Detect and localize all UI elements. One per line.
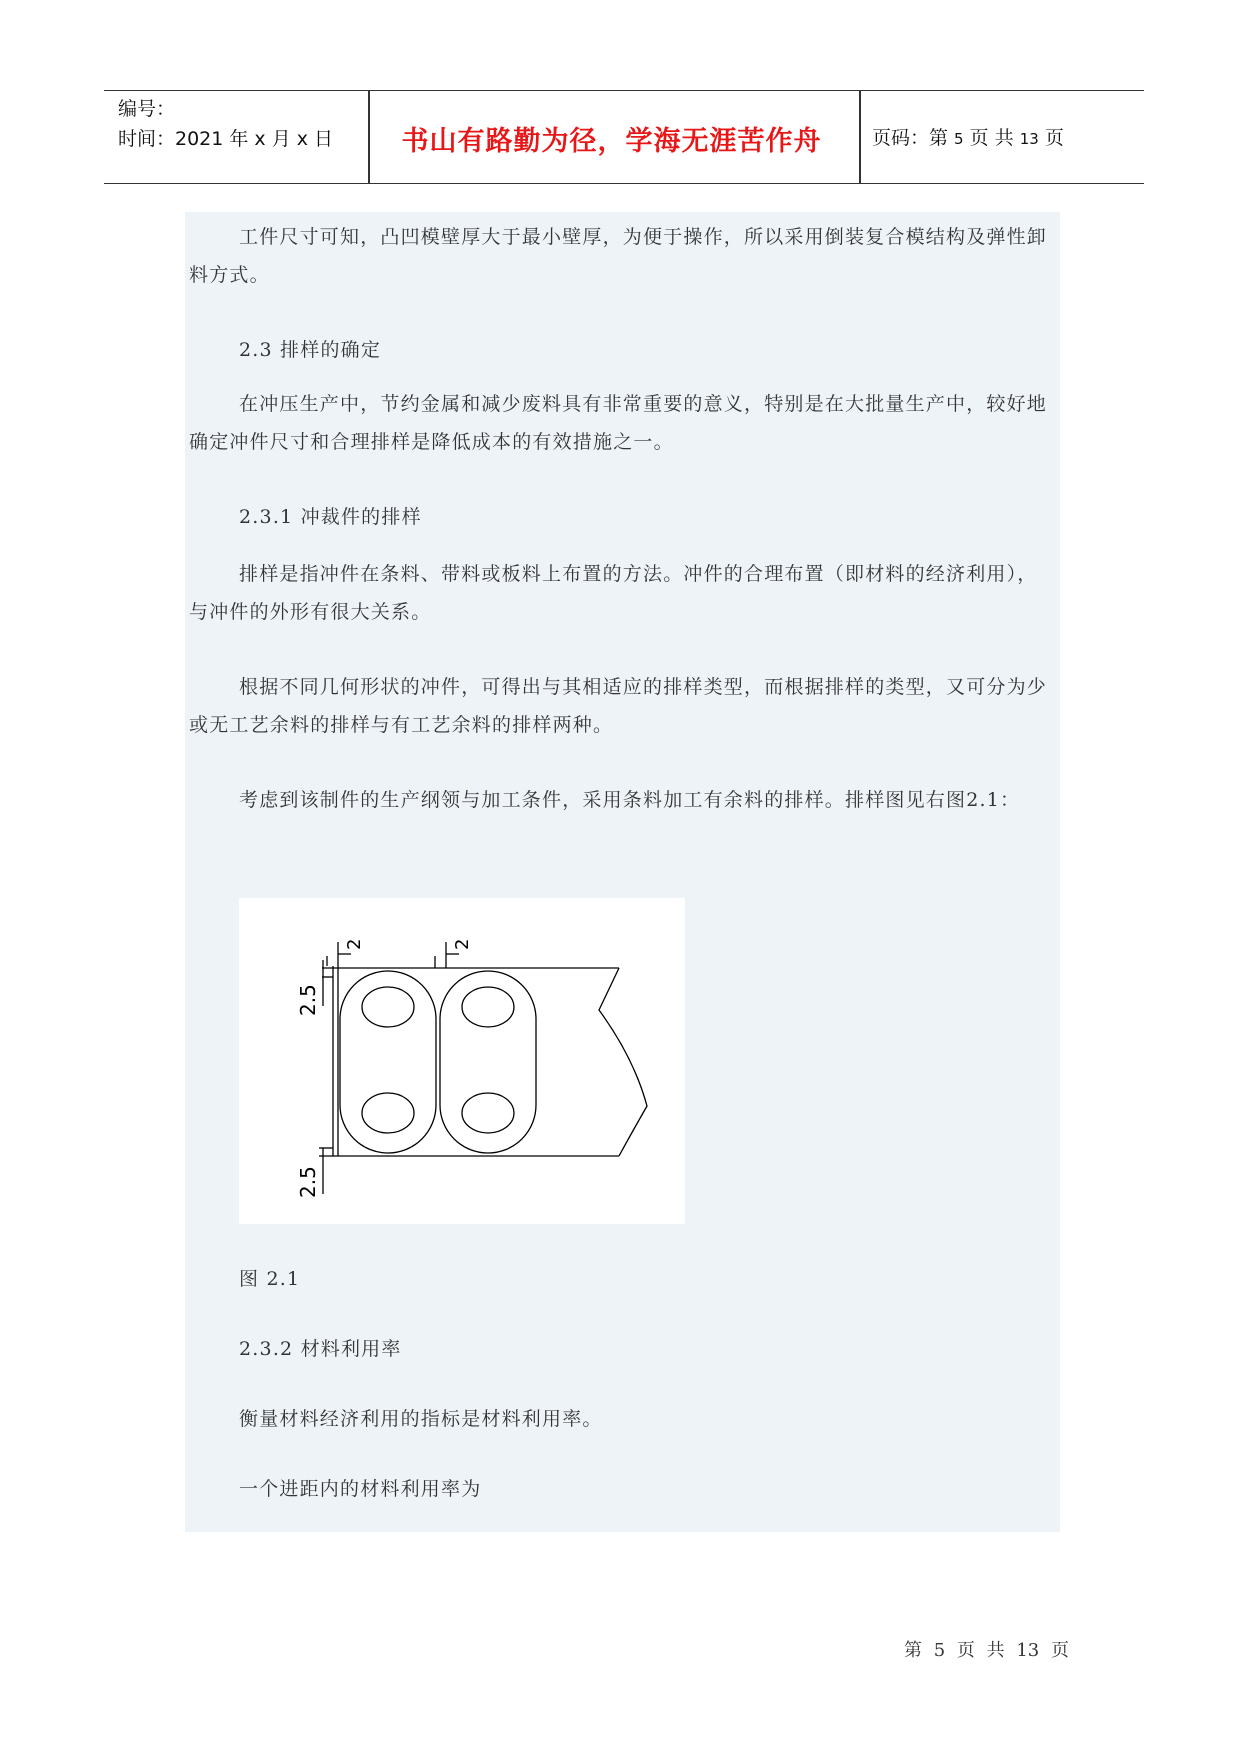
page-suffix: 页 <box>1038 127 1064 149</box>
page-prefix: 页码：第 <box>872 127 955 149</box>
page-footer: 第 5 页 共 13 页 <box>904 1640 1069 1661</box>
paragraph: 衡量材料经济利用的指标是材料利用率。 <box>239 1408 603 1430</box>
figure-caption: 图 2.1 <box>239 1268 301 1290</box>
motto: 书山有路勤为径，学海无涯苦作舟 <box>401 126 822 157</box>
dim-label: 2.5 <box>296 984 320 1016</box>
paragraph: 一个进距内的材料利用率为 <box>239 1478 482 1500</box>
dim-label: 2 <box>452 938 473 950</box>
page-total: 13 <box>1019 130 1039 148</box>
paragraph: 工件尺寸可知，凸凹模壁厚大于最小壁厚，为便于操作，所以采用倒装复合模结构及弹性卸料方式。 <box>189 226 1048 286</box>
header-meta <box>118 94 333 154</box>
header-page-info <box>872 123 1064 150</box>
page-mid: 页 共 <box>963 127 1020 149</box>
page-current: 5 <box>954 130 964 148</box>
section-heading: 2.3 排样的确定 <box>239 339 382 361</box>
strip-layout-drawing <box>239 898 685 1224</box>
section-heading: 2.3.2 材料利用率 <box>239 1338 402 1360</box>
time-label: 时间：2021 年 x 月 x 日 <box>118 128 334 150</box>
section-heading: 2.3.1 冲裁件的排样 <box>239 506 422 528</box>
paragraph: 排样是指冲件在条料、带料或板料上布置的方法。冲件的合理布置（即材料的经济利用），与冲件的外形有很大关系。 <box>189 563 1038 623</box>
dim-label: 2.5 <box>296 1166 320 1198</box>
paragraph: 在冲压生产中，节约金属和减少废料具有非常重要的意义，特别是在大批量生产中，较好地确定冲件尺寸和合理排样是降低成本的有效措施之一。 <box>189 393 1048 453</box>
number-label: 编号： <box>118 98 176 120</box>
header-divider <box>859 91 861 183</box>
layout-diagram <box>239 898 685 1224</box>
content-area <box>185 212 1060 1532</box>
page-header <box>104 90 1144 184</box>
paragraph: 根据不同几何形状的冲件，可得出与其相适应的排样类型，而根据排样的类型，又可分为少或无工艺余料的排样与有工艺余料的排样两种。 <box>189 676 1048 736</box>
paragraph: 考虑到该制件的生产纲领与加工条件，采用条料加工有余料的排样。排样图见右图2.1： <box>239 789 1021 811</box>
dim-label: 2 <box>344 938 365 950</box>
